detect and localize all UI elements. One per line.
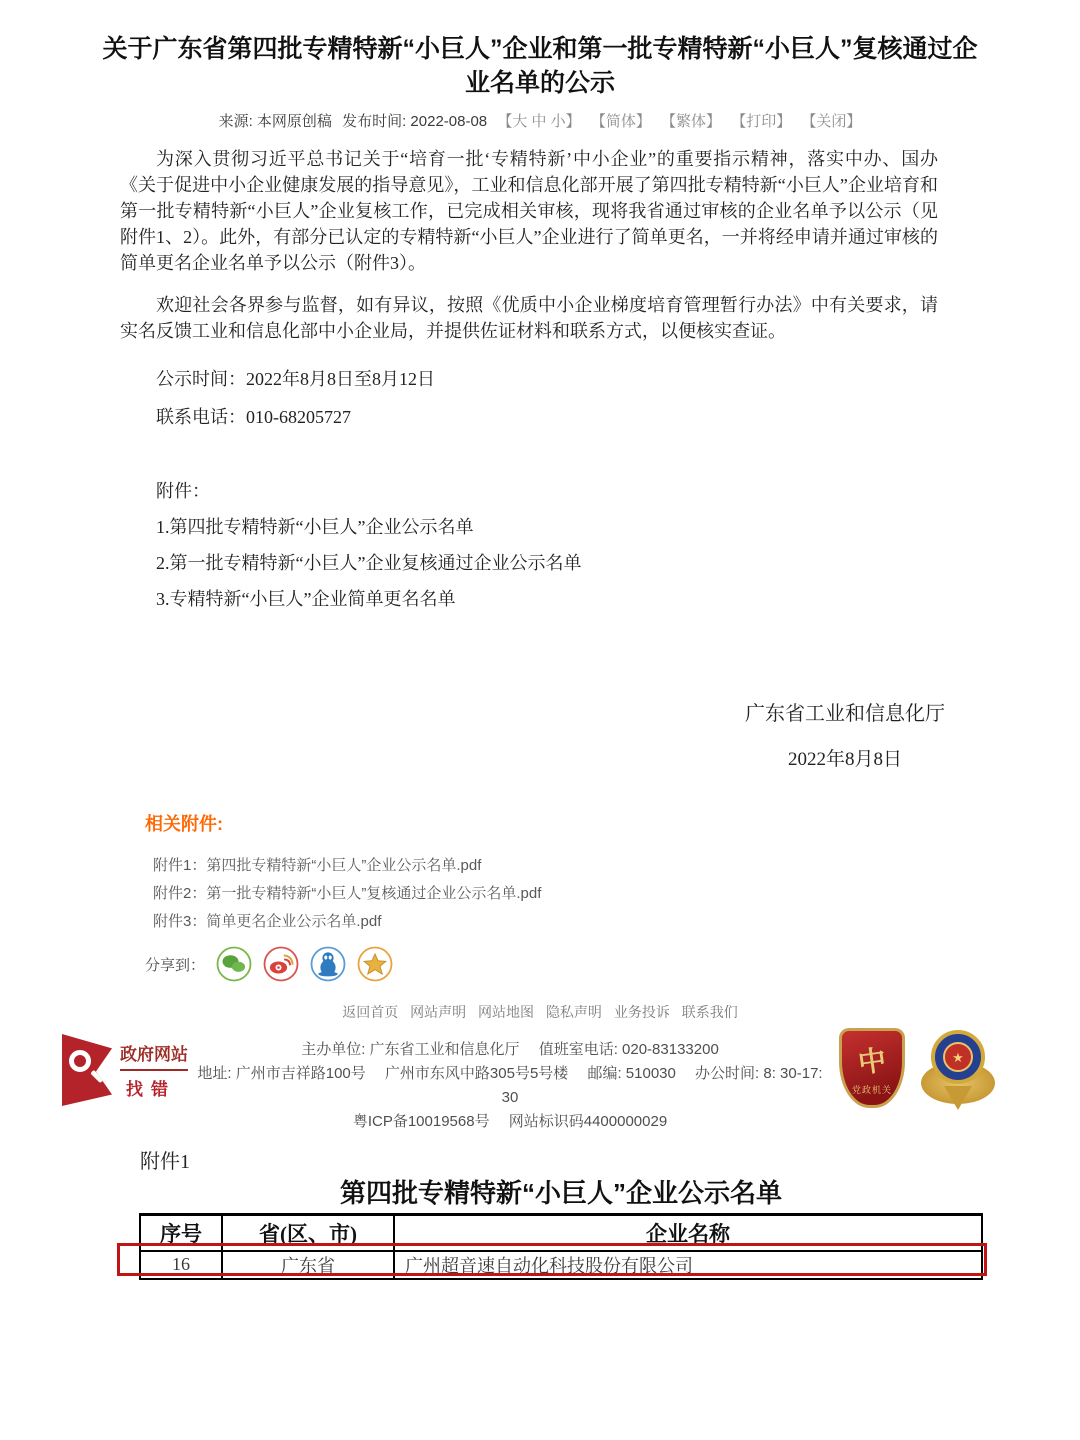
- attachment-item-1: 1.第四批专精特新“小巨人”企业公示名单: [156, 517, 474, 537]
- related-attachment-row[interactable]: [153, 912, 845, 932]
- cell-company-name: 广州超音速自动化科技股份有限公司: [394, 1251, 982, 1279]
- meta-bar: [0, 110, 1080, 131]
- attachment-2-file-link[interactable]: 第一批专精特新“小巨人”复核通过企业公示名单.pdf: [206, 885, 542, 902]
- cell-province: 广东省: [222, 1251, 394, 1279]
- notice-time: 公示时间：2022年8月8日至8月12日: [156, 369, 435, 389]
- attachment-item-3: 3.专精特新“小巨人”企业简单更名名单: [156, 589, 456, 609]
- signature-block: [720, 697, 970, 771]
- footer-host-line: 主办单位: 广东省工业和信息化厅 值班室电话: 020-83133200: [301, 1041, 719, 1058]
- footer-nav-home[interactable]: 返回首页: [342, 1004, 399, 1020]
- attachment-1-file-link[interactable]: 第四批专精特新“小巨人”企业公示名单.pdf: [206, 857, 482, 874]
- share-wechat-icon[interactable]: [216, 946, 252, 982]
- attachment-1-label: 附件1：: [153, 857, 207, 874]
- footer-info: [190, 1038, 830, 1134]
- error-logo-line1: 政府网站: [120, 1040, 188, 1071]
- footer-nav-privacy[interactable]: 隐私声明: [545, 1004, 602, 1020]
- footer-address-line: 地址: 广州市吉祥路100号 广州市东风中路305号5号楼 邮编: 510030 办公时间: 8: 30-17: 30: [197, 1065, 823, 1106]
- party-badge-label: 党政机关: [851, 1085, 892, 1095]
- meta-publish-time: 发布时间: 2022-08-08: [342, 113, 488, 130]
- error-logo-text: [120, 1040, 188, 1100]
- attachment-2-label: 附件2：: [153, 885, 207, 902]
- footer-nav-sitemap[interactable]: 网站地图: [478, 1004, 535, 1020]
- share-weibo-icon[interactable]: [263, 946, 299, 982]
- highlight-box: [117, 1243, 987, 1276]
- signature-date: 2022年8月8日: [787, 749, 902, 770]
- footer-nav-site-statement[interactable]: 网站声明: [410, 1004, 467, 1020]
- header-province: 省(区、市): [222, 1215, 394, 1251]
- party-emblem-glyph: 中: [856, 1045, 889, 1080]
- print-button[interactable]: 【打印】: [731, 113, 792, 130]
- simplified-button[interactable]: 【简体】: [590, 113, 651, 130]
- attachment-3-file-link[interactable]: 简单更名企业公示名单.pdf: [206, 913, 382, 930]
- signature-org: 广东省工业和信息化厅: [745, 703, 945, 725]
- footer-nav: [0, 1002, 1080, 1022]
- footer-nav-complaint[interactable]: 业务投诉: [613, 1004, 670, 1020]
- police-badge-icon[interactable]: [920, 1028, 996, 1114]
- contact-phone: 联系电话：010-68205727: [156, 407, 351, 427]
- police-badge-core: [943, 1042, 973, 1072]
- footer-icp-line: 粤ICP备10019568号 网站标识码4400000029: [352, 1113, 668, 1130]
- header-company-name: 企业名称: [394, 1215, 982, 1251]
- share-label: 分享到：: [145, 956, 206, 974]
- error-logo-line2: 找错: [126, 1080, 176, 1099]
- share-bar: [145, 946, 845, 982]
- party-shield-icon: [839, 1028, 905, 1108]
- paragraph-1: 为深入贯彻习近平总书记关于“培育一批‘专精特新’中小企业”的重要指示精神，落实中办、国办《关于促进中小企业健康发展的指导意见》，工业和信息化部开展了第四批专精特新“小巨人”企业培育和第一批专精特新“小巨人”企业复核工作，已完成相关审核，现将我省通过审核的企业名单予以公示（见附件1、2）。此外，有部分已认定的专精特新“小巨人”企业进行了简单更名，一并将经申请并通过审核的简单更名企业名单予以公示（附件3）。: [120, 149, 938, 273]
- party-gov-org-badge-icon[interactable]: [836, 1028, 908, 1114]
- magnifier-flag-icon: [62, 1034, 112, 1106]
- close-button[interactable]: 【关闭】: [801, 113, 862, 130]
- meta-source: 来源: 本网原创稿: [218, 113, 332, 130]
- police-badge-ring: [931, 1030, 985, 1084]
- attachment-item-2: 2.第一批专精特新“小巨人”企业复核通过企业公示名单: [156, 553, 582, 573]
- cell-serial-no: 16: [140, 1251, 222, 1279]
- police-badge-star: ★: [952, 1049, 964, 1065]
- paragraph-2: 欢迎社会各界参与监督，如有异议，按照《优质中小企业梯度培育管理暂行办法》中有关要求，请实名反馈工业和信息化部中小企业局，并提供佐证材料和联系方式，以便核实查证。: [120, 295, 938, 341]
- article-body: [120, 146, 938, 612]
- font-size-buttons[interactable]: 【大 中 小】: [497, 113, 581, 130]
- annex-preview: [0, 1140, 1080, 1330]
- annex-label: 附件1: [140, 1151, 190, 1173]
- share-qzone-icon[interactable]: [357, 946, 393, 982]
- footer-nav-contact[interactable]: 联系我们: [681, 1004, 738, 1020]
- share-qq-icon[interactable]: [310, 946, 346, 982]
- related-attachment-row[interactable]: [153, 856, 845, 876]
- related-attachments-heading: 相关附件:: [145, 814, 223, 834]
- page-title: 关于广东省第四批专精特新“小巨人”企业和第一批专精特新“小巨人”复核通过企业名单的公示: [102, 35, 978, 97]
- attachments-label: 附件：: [156, 481, 210, 501]
- gov-site-error-report-logo[interactable]: [62, 1033, 192, 1107]
- attachment-3-label: 附件3：: [153, 913, 207, 930]
- related-attachments-section: [145, 810, 845, 982]
- annex-table-title: 第四批专精特新“小巨人”企业公示名单: [339, 1178, 782, 1208]
- related-attachment-row[interactable]: [153, 884, 845, 904]
- traditional-button[interactable]: 【繁体】: [661, 113, 722, 130]
- header-serial-no: 序号: [140, 1215, 222, 1251]
